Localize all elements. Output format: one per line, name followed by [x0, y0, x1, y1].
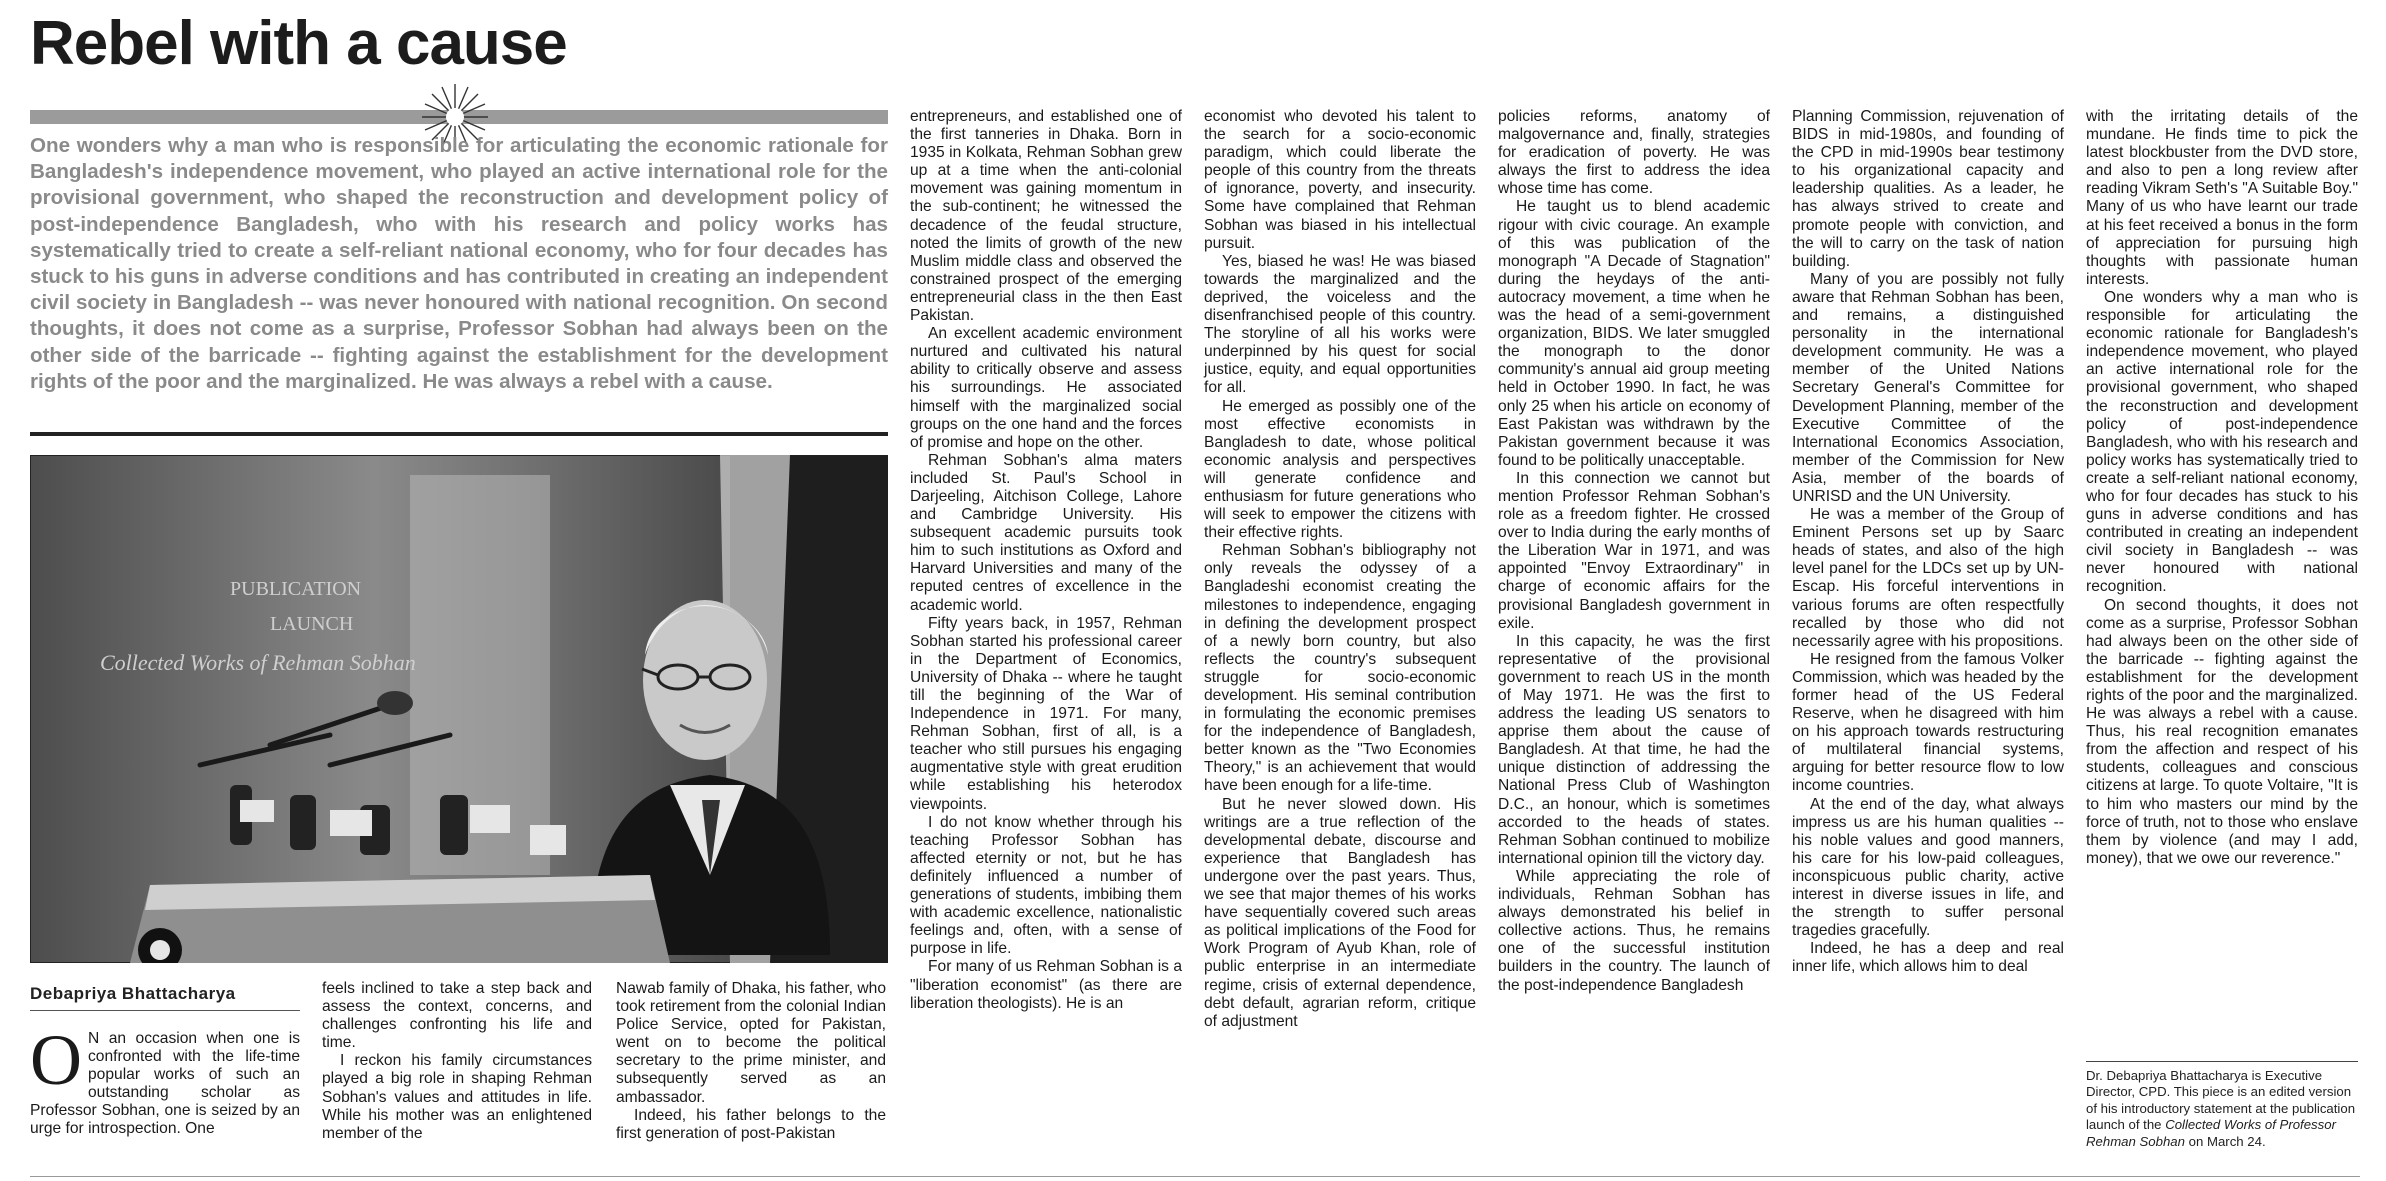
paragraph: Many of you are possibly not fully aware that Rehman Sobhan has been, and remains, a distinguished personality in the international development community. He was a member of the United Nations Secretary General's Committee for Development Planning, member of the Executive Committee of the International Economics Association, member of the Commission for New Asia, member of the boards of UNRISD and the UN University. [1792, 270, 2064, 505]
column-4 [910, 108, 1182, 1013]
paragraph: One wonders why a man who is responsible for articulating the economic rationale for Bangladesh's independence movement, who played an active international role for the provisional government, who shaped the reconstruction and development policy of post-independence Bangladesh, who with his research and policy works has systematically tried to create a self-reliant national economy, who for four decades has stuck to his guns in adverse conditions and has contributed in creating an independent civil society in Bangladesh -- was never honoured with national recognition. [2086, 288, 2358, 596]
paragraph: But he never slowed down. His writings are a true reflection of the developmental debate, discourse and experience that Bangladesh has undergone over the past years. Thus, we see that major themes of his works have sequentially covered such areas as political implications of the Food for Work Program of Ayub Khan, role of public enterprise in an intermediate regime, crisis of external dependence, debt default, agrarian reform, critique of adjustment [1204, 795, 1476, 1030]
paragraph-text: N an occasion when one is confronted with the life-time popular works of such an outstanding scholar as Professor Sobhan, one is seized by an urge for introspection. One [30, 1030, 300, 1138]
paragraph: with the irritating details of the mundane. He finds time to pick the latest blockbuster from the DVD store, and also to pen a long review after reading Vikram Seth's "A Suitable Boy." Many of us who have learnt our trade at his feet received a bonus in the form of appreciation for pursuing high thoughts with passionate human interests. [2086, 108, 2358, 288]
paragraph: He was a member of the Group of Eminent Persons set up by Saarc heads of states, and also of the high level panel for the LDCs set up by UN-Escap. His forceful interventions in various forums are often respectfully recalled by those who did not necessarily agree with his propositions. [1792, 506, 2064, 650]
column-3 [616, 980, 886, 1143]
speaker-photo [30, 455, 888, 963]
paragraph: At the end of the day, what always impress us are his human qualities -- his noble values and good manners, his care for his low-paid colleagues, inconspicuous public charity, active interest in diverse issues in life, and the strength to suffer personal tragedies gracefully. [1792, 795, 2064, 940]
paragraph: Indeed, his father belongs to the first generation of post-Pakistan [616, 1106, 886, 1142]
paragraph: Yes, biased he was! He was biased towards the marginalized and the deprived, the voiceless and the disenfranchised people of this country. The storyline of all his works were underpinned by his quest for social justice, equity, and equal opportunities for all. [1204, 252, 1476, 397]
paragraph: Rehman Sobhan's bibliography not only reveals the odyssey of a Bangladeshi economist creating the milestones to independence, engaging in defining the development prospect of a newly born country, but also reflects the country's subsequent struggle for socio-economic development. His seminal contribution in formulating the economic premises for the independence of Bangladesh, better known as the "Two Economies Theory," is an achievement that would have been enough for a life-time. [1204, 542, 1476, 795]
headline: Rebel with a cause [30, 9, 567, 78]
footnote-rule [2086, 1061, 2358, 1062]
paragraph: On second thoughts, it does not come as a surprise, Professor Sobhan had always been on the other side of the barricade -- fighting against the establishment for the development rights of the poor and the marginalized. He was always a rebel with a cause. Thus, his real recognition emanates from the affection and respect of his students, colleagues and conscious citizens at large. To quote Voltaire, "It is to him who masters our mind by the force of truth, not to those who enslave them by violence (and may I add, money), that we owe our reverence." [2086, 596, 2358, 867]
paragraph: economist who devoted his talent to the search for a socio-economic paradigm, which could liberate the people of this country from the threats of ignorance, poverty, and insecurity. Some have complained that Rehman Sobhan was biased in his intellectual pursuit. [1204, 108, 1476, 252]
paragraph: While appreciating the role of individuals, Rehman Sobhan has always demonstrated his belief in collective actions. Thus, he remains one of the successful institution builders in the country. The launch of the post-independence Bangladesh [1498, 867, 1770, 994]
paragraph: He taught us to blend academic rigour with civic courage. An example of this was publication of the monograph "A Decade of Stagnation" during the heydays of the anti-autocracy movement, a time when he was the head of a semi-government organization, BIDS. We later smuggled the monograph to the donor community's annual aid group meeting held in October 1990. In fact, he was only 25 when his article on economy of East Pakistan was withdrawn by the Pakistan government because it was found to be politically unacceptable. [1498, 198, 1770, 469]
intro-rule [30, 432, 888, 436]
paragraph: entrepreneurs, and established one of the first tanneries in Dhaka. Born in 1935 in Kolkata, Rehman Sobhan grew up at a time when the anti-colonial movement was gaining momentum in the sub-continent; he witnessed the decadence of the feudal structure, noted the limits of growth of the new Muslim middle class and observed the constrained prospect of the emerging entrepreneurial class in the then East Pakistan. [910, 108, 1182, 325]
intro-paragraph: One wonders why a man who is responsible for articulating the economic rationale for Bangladesh's independence movement, who played an active international role for the provisional government, who shaped the reconstruction and development policy of post-independence Bangladesh, who with his research and policy works has systematically tried to create a self-reliant national economy, who for four decades has stuck to his guns in adverse conditions and has contributed in creating an independent civil society in Bangladesh -- was never honoured with national recognition. On second thoughts, it does not come as a surprise, Professor Sobhan had always been on the other side of the barricade -- fighting against the establishment for the development rights of the poor and the marginalized. He was always a rebel with a cause. [30, 134, 888, 393]
byline-rule [30, 1010, 300, 1011]
footnote-book-title: Collected Works of Professor Rehman Sobhan [2086, 1117, 2336, 1149]
column-8 [2086, 108, 2358, 868]
column-6 [1498, 108, 1770, 995]
drop-cap: O [30, 1020, 82, 1100]
footnote-text: Dr. Debapriya Bhattacharya is Executive Director, CPD. This piece is an edited version of his introductory statement at the publication launch of the [2086, 1068, 2356, 1133]
column-5 [1204, 108, 1476, 1031]
paragraph: Rehman Sobhan's alma maters included St. Paul's School in Darjeeling, Aitchison College, Lahore and Cambridge University. His subsequent academic pursuits took him to such institutions as Oxford and Harvard Universities and many of the reputed centres of excellence in the academic world. [910, 451, 1182, 614]
backdrop-text-collected-works: Collected Works of Rehman Sobhan [100, 650, 416, 675]
paragraph: In this capacity, he was the first representative of the provisional government to reach US in the month of May 1971. He was the first to address the leading US senators to apprise them about the cause of Bangladesh. At that time, he had the unique distinction of addressing the National Press Club of Washington D.C., an honour, which is sometimes accorded to the heads of states. Rehman Sobhan continued to mobilize international opinion till the victory day. [1498, 632, 1770, 867]
footnote-date: on March 24. [2188, 1133, 2266, 1149]
paragraph: Fifty years back, in 1957, Rehman Sobhan started his professional career in the Department of Economics, University of Dhaka -- where he taught till the beginning of the War of Independence in 1971. For many, Rehman Sobhan, first of all, is a teacher who still pursues his engaging augmentative style with great erudition while establishing his heterodox viewpoints. [910, 614, 1182, 813]
column-1 [30, 1020, 300, 1139]
paragraph: policies reforms, anatomy of malgovernance and, finally, strategies for eradication of poverty. He was always the first to address the idea whose time has come. [1498, 108, 1770, 198]
paragraph: In this connection we cannot but mention Professor Rehman Sobhan's role as a freedom fighter. He crossed over to India during the early months of the Liberation War in 1971, and was appointed "Envoy Extraordinary" in charge of economic affairs for the provisional Bangladesh government in exile. [1498, 469, 1770, 632]
paragraph: Nawab family of Dhaka, his father, who took retirement from the colonial Indian Police Service, opted for Pakistan, went on to become the political secretary to the prime minister, and subsequently served as an ambassador. [616, 980, 886, 1106]
paragraph: He resigned from the famous Volker Commission, which was headed by the former head of the US Federal Reserve, when he disagreed with him on his approach towards restructuring of multilateral financial systems, arguing for better resource flow to low income countries. [1792, 650, 2064, 795]
author-footnote [2086, 1068, 2358, 1150]
column-2 [322, 980, 592, 1143]
paragraph: Indeed, he has a deep and real inner life, which allows him to deal [1792, 940, 2064, 976]
paragraph: For many of us Rehman Sobhan is a "liberation economist" (as there are liberation theologists). He is an [910, 958, 1182, 1012]
bottom-rule [30, 1176, 2360, 1177]
paragraph: Planning Commission, rejuvenation of BIDS in mid-1980s, and founding of the CPD in mid-1990s bear testimony to his organizational capacity and leadership qualities. As a leader, he has always strived to create and promote people with conviction, and the will to carry on the task of nation building. [1792, 108, 2064, 270]
paragraph: I reckon his family circumstances played a big role in shaping Rehman Sobhan's values and attitudes in life. While his mother was an enlightened member of the [322, 1052, 592, 1142]
byline: Debapriya Bhattacharya [30, 984, 236, 1003]
paragraph: An excellent academic environment nurtured and cultivated his natural ability to critically observe and assess his surroundings. He associated himself with the marginalized social groups on the one hand and the forces of promise and hope on the other. [910, 325, 1182, 451]
column-7 [1792, 108, 2064, 977]
paragraph: I do not know whether through his teaching Professor Sobhan has affected eternity or not, but he has definitely influenced a number of generations of students, imbibing them with academic excellence, nationalistic feelings and, often, with a sense of purpose in life. [910, 813, 1182, 958]
backdrop-text-publication: PUBLICATION [230, 578, 362, 600]
paragraph: He emerged as possibly one of the most effective economists in Bangladesh to date, whose political economic analysis and perspectives will generate confidence and enthusiasm for future generations who will seek to empower the citizens with their effective rights. [1204, 397, 1476, 542]
paragraph: feels inclined to take a step back and assess the context, concerns, and challenges confronting his life and time. [322, 980, 592, 1052]
paragraph [30, 1020, 300, 1139]
backdrop-text-launch: LAUNCH [270, 613, 354, 635]
